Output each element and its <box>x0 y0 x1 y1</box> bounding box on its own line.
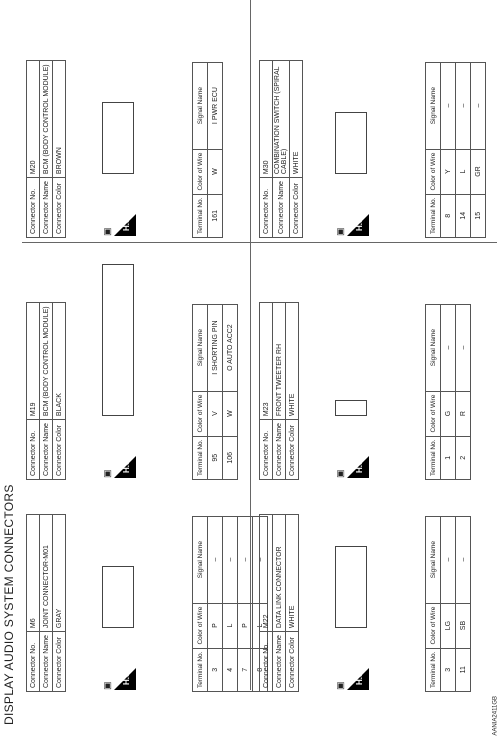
connector-color: WHITE <box>290 61 303 178</box>
terminal-table: Terminal No. Color of Wire Signal Name 3 P – 4 L – 7 P – 8 L – <box>192 516 268 692</box>
connector-panel-m23 <box>255 250 485 486</box>
terminal-table: Terminal No. Color of Wire Signal Name 1 G – 2 R – <box>425 304 471 480</box>
table-row: 8 L – <box>253 516 268 691</box>
connector-panel-m20 <box>22 8 252 244</box>
connector-face-diagram <box>335 112 367 174</box>
footer-code: AANIA2411GB <box>493 696 499 736</box>
table-row: 7 P – <box>238 516 253 691</box>
connector-no: M22 <box>260 515 273 632</box>
table-row: 14 L – <box>456 62 471 237</box>
hs-icon: ▣ H.S. <box>114 668 136 690</box>
connector-face-diagram <box>335 546 367 628</box>
page-title: DISPLAY AUDIO SYSTEM CONNECTORS <box>2 484 16 725</box>
hs-icon: ▣ H.S. <box>347 214 369 236</box>
connector-name: COMBINATION SWITCH (SPIRAL CABLE) <box>273 61 290 178</box>
connector-face-diagram <box>335 400 367 416</box>
connector-face-diagram <box>102 102 134 174</box>
terminal-table: Terminal No. Color of Wire Signal Name 95 V I SHORTING PIN 106 W O AUTO ACC2 <box>192 304 238 480</box>
connector-color: BROWN <box>53 61 66 178</box>
connector-name: FRONT TWEETER RH <box>273 303 286 420</box>
connector-face-diagram <box>102 566 134 628</box>
connector-color: BLACK <box>53 303 66 420</box>
hs-icon: ▣ H.S. <box>114 456 136 478</box>
hs-icon: ▣ H.S. <box>347 456 369 478</box>
connector-name: DATA LINK CONNECTOR <box>273 515 286 632</box>
connector-info-table: Connector No. M30 Connector Name COMBINATION SWITCH (SPIRAL CABLE) Connector Color WHITE <box>259 60 303 238</box>
connector-color: WHITE <box>286 303 299 420</box>
connector-info-table: Connector No. M20 Connector Name BCM (BODY CONTROL MODULE) Connector Color BROWN <box>26 60 66 238</box>
table-row: 15 GR – <box>471 62 486 237</box>
connector-info-table: Connector No. M22 Connector Name DATA LINK CONNECTOR Connector Color WHITE <box>259 514 299 692</box>
table-row: 8 Y – <box>441 62 456 237</box>
connector-no: M19 <box>27 303 40 420</box>
hs-icon: ▣ H.S. <box>347 668 369 690</box>
terminal-table: Terminal No. Color of Wire Signal Name 3 LG – 11 SB – <box>425 516 471 692</box>
connector-panel-m30 <box>255 8 485 244</box>
connector-name: BCM (BODY CONTROL MODULE) <box>40 61 53 178</box>
connector-info-table: Connector No. M23 Connector Name FRONT TWEETER RH Connector Color WHITE <box>259 302 299 480</box>
table-row: 4 L – <box>223 516 238 691</box>
connector-panel-m6 <box>22 462 264 698</box>
table-row: 3 P – <box>208 516 223 691</box>
table-row: 161 W I PWR ECU <box>208 62 223 237</box>
connector-name: BCM (BODY CONTROL MODULE) <box>40 303 53 420</box>
hs-icon: ▣ H.S. <box>114 214 136 236</box>
table-row: 95 V I SHORTING PIN <box>208 304 223 479</box>
table-row: 1 G – <box>441 304 456 479</box>
connector-face-diagram <box>102 264 134 416</box>
connector-no: M6 <box>27 515 40 632</box>
connector-color: WHITE <box>286 515 299 632</box>
connector-no: M20 <box>27 61 40 178</box>
terminal-table: Terminal No. Color of Wire Signal Name 161 W I PWR ECU <box>192 62 223 238</box>
connector-info-table: Connector No. M19 Connector Name BCM (BODY CONTROL MODULE) Connector Color BLACK <box>26 302 66 480</box>
connector-panel-m19 <box>22 250 252 486</box>
table-row: 106 W O AUTO ACC2 <box>223 304 238 479</box>
connector-info-table: Connector No. M6 Connector Name JOINT CONNECTOR-M01 Connector Color GRAY <box>26 514 66 692</box>
connector-no: M23 <box>260 303 273 420</box>
connector-color: GRAY <box>53 515 66 632</box>
table-row: 3 LG – <box>441 516 456 691</box>
connector-panel-m22 <box>255 462 485 698</box>
table-row: 11 SB – <box>456 516 471 691</box>
connector-name: JOINT CONNECTOR-M01 <box>40 515 53 632</box>
terminal-table: Terminal No. Color of Wire Signal Name 8 Y – 14 L – 15 GR – <box>425 62 486 238</box>
connector-no: M30 <box>260 61 273 178</box>
table-row: 2 R – <box>456 304 471 479</box>
